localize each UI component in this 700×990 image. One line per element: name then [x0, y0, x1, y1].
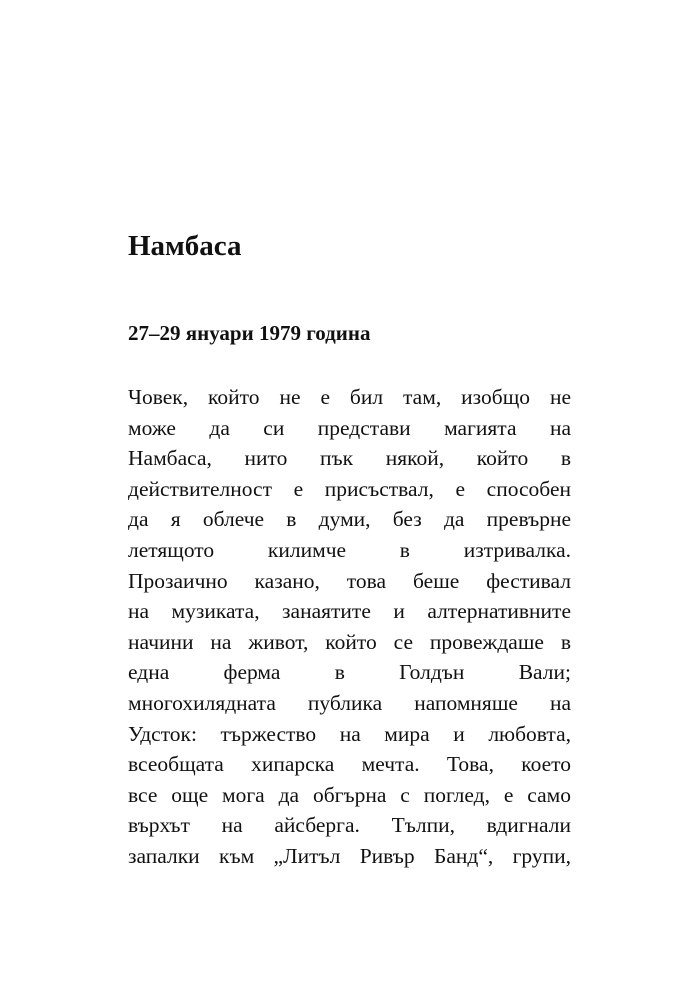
- paragraph-line: всеобщата хипарска мечта. Това, което: [128, 752, 571, 777]
- paragraph-line: Прозаично казано, това беше фестивал: [128, 568, 571, 593]
- paragraph-line: действителност е присъствал, е способен: [128, 476, 571, 501]
- paragraph-line: все още мога да обгърна с поглед, е само: [128, 782, 571, 807]
- paragraph-line: запалки към „Литъл Ривър Банд“, групи,: [128, 843, 571, 868]
- paragraph-line: начини на живот, който се провеждаше в: [128, 629, 571, 654]
- paragraph-line: многохилядната публика напомняше на: [128, 690, 571, 715]
- section-date-heading: 27–29 януари 1979 година: [128, 321, 371, 345]
- paragraph-line: Човек, който не е бил там, изобщо не: [128, 385, 571, 409]
- paragraph-line: на музиката, занаятите и алтернативните: [128, 599, 571, 624]
- paragraph-line: да я облече в думи, без да превърне: [128, 507, 571, 532]
- paragraph-line: може да си представи магията на: [128, 415, 571, 440]
- paragraph-line: Намбаса, нито пък някой, който в: [128, 446, 571, 471]
- paragraph-line: летящото килимче в изтривалка.: [128, 537, 571, 562]
- paragraph-line: върхът на айсберга. Тълпи, вдигнали: [128, 813, 571, 838]
- body-paragraph: [128, 382, 571, 872]
- chapter-title: Намбаса: [128, 230, 242, 262]
- paragraph-line: една ферма в Голдън Вали;: [128, 660, 571, 685]
- paragraph-line: Удсток: тържество на мира и любовта,: [128, 721, 571, 746]
